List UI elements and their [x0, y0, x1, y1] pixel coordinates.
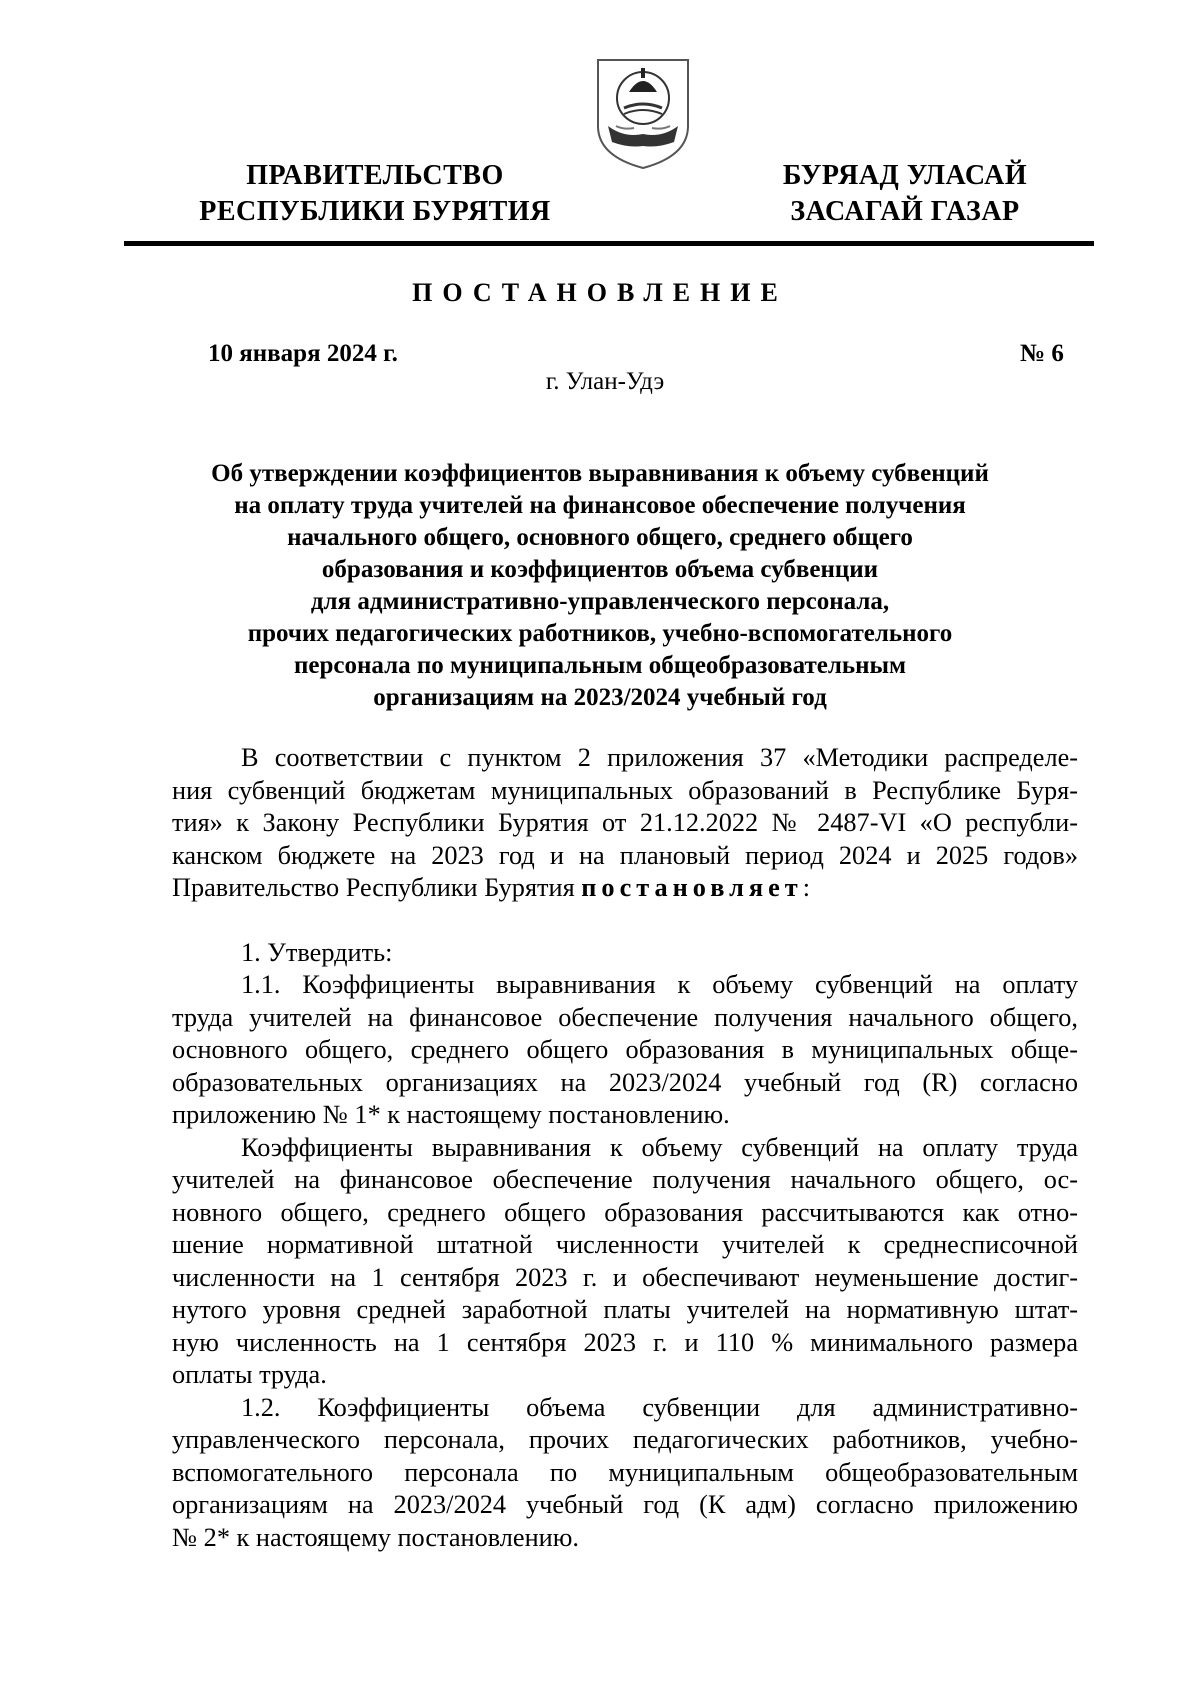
- title-line: на оплату труда учителей на финансовое обеспечение получения: [234, 492, 966, 519]
- document-date: 10 января 2024 г.: [208, 340, 398, 367]
- body-line: новного общего, среднего общего образования рассчитываются как отно-: [172, 1197, 1078, 1227]
- body-line: № 2* к настоящему постановлению.: [172, 1522, 579, 1552]
- body-line: В соответствии с пунктом 2 приложения 37 «Методики распределе-: [241, 743, 1078, 772]
- government-name-ru-line-1: ПРАВИТЕЛЬСТВО: [246, 160, 504, 191]
- title-line: Об утверждении коэффициентов выравнивания к объему субвенций: [211, 460, 989, 487]
- item-1: [172, 937, 1078, 970]
- body-line: ную численность на 1 сентября 2023 г. и 110 % минимального размера: [172, 1327, 1078, 1357]
- item-1-1: [172, 969, 1078, 1132]
- body-line: 1. Утвердить:: [241, 937, 393, 967]
- title-line: персонала по муниципальным общеобразовательным: [293, 652, 907, 679]
- body-line: канском бюджете на 2023 год и на плановый период 2024 и 2025 годов»: [172, 840, 1078, 870]
- government-name-bua-line-2: ЗАСАГАЙ ГАЗАР: [790, 196, 1020, 227]
- government-name-ru: [170, 158, 580, 230]
- body-line: вспомогательного персонала по муниципальным общеобразовательным: [172, 1457, 1078, 1487]
- body-line: приложению № 1* к настоящему постановлению.: [172, 1100, 730, 1129]
- body-line: 1.1. Коэффициенты выравнивания к объему субвенций на оплату: [241, 970, 1078, 999]
- title-line: прочих педагогических работников, учебно-вспомогательного: [247, 620, 953, 647]
- document-city: г. Улан-Удэ: [545, 368, 665, 395]
- paragraph-gap: [172, 905, 1078, 937]
- body-line: [172, 872, 1078, 905]
- government-name-bua: [740, 158, 1070, 230]
- header-divider: [124, 241, 1094, 246]
- body-line: численности на 1 сентября 2023 г. и обеспечивают неуменьшение достиг-: [172, 1262, 1078, 1292]
- coat-of-arms-icon: [594, 56, 692, 172]
- document-number: № 6: [1020, 340, 1064, 367]
- preamble-colon: :: [802, 873, 811, 902]
- item-1-2: [172, 1392, 1078, 1555]
- body-line: ния субвенций бюджетам муниципальных образований в Республике Буря-: [172, 775, 1078, 805]
- body-line: труда учителей на финансовое обеспечение получения начального общего,: [172, 1002, 1078, 1032]
- preamble-paragraph: [172, 742, 1078, 905]
- body-line: шение нормативной штатной численности учителей к среднесписочной: [172, 1230, 1078, 1259]
- title-line: для административно-управленческого персонала,: [310, 588, 890, 615]
- title-line: организациям на 2023/2024 учебный год: [373, 684, 827, 711]
- document-title: [140, 458, 1060, 714]
- title-line: образования и коэффициентов объема субвенции: [321, 556, 879, 583]
- body-line: учителей на финансовое обеспечение получения начального общего, ос-: [172, 1165, 1078, 1194]
- body-line: Коэффициенты выравнивания к объему субвенций на оплату труда: [241, 1132, 1078, 1162]
- resolution-keyword: постановляет: [581, 873, 803, 902]
- preamble-last-text: Правительство Республики Бурятия: [172, 873, 582, 902]
- item-1-1-explanation: [172, 1132, 1078, 1392]
- body-line: оплаты труда.: [172, 1360, 327, 1389]
- body-line: 1.2. Коэффициенты объема субвенции для административно-: [241, 1392, 1078, 1422]
- government-name-ru-line-2: РЕСПУБЛИКИ БУРЯТИЯ: [199, 196, 551, 227]
- body-line: нутого уровня средней заработной платы учителей на нормативную штат-: [172, 1295, 1078, 1324]
- document-type: ПОСТАНОВЛЕНИЕ: [412, 278, 788, 307]
- body-line: образовательных организациях на 2023/2024 учебный год (R) согласно: [172, 1067, 1078, 1097]
- body-line: управленческого персонала, прочих педагогических работников, учебно-: [172, 1425, 1078, 1454]
- government-name-bua-line-1: БУРЯАД УЛАСАЙ: [782, 160, 1028, 191]
- title-line: начального общего, основного общего, среднего общего: [287, 524, 913, 551]
- body-line: основного общего, среднего общего образования в муниципальных обще-: [172, 1035, 1078, 1064]
- body-line: организациям на 2023/2024 учебный год (К адм) согласно приложению: [172, 1490, 1078, 1519]
- body-line: тия» к Закону Республики Бурятия от 21.12.2022 № 2487-VI «О республи-: [172, 808, 1078, 837]
- document-body: [172, 742, 1078, 1554]
